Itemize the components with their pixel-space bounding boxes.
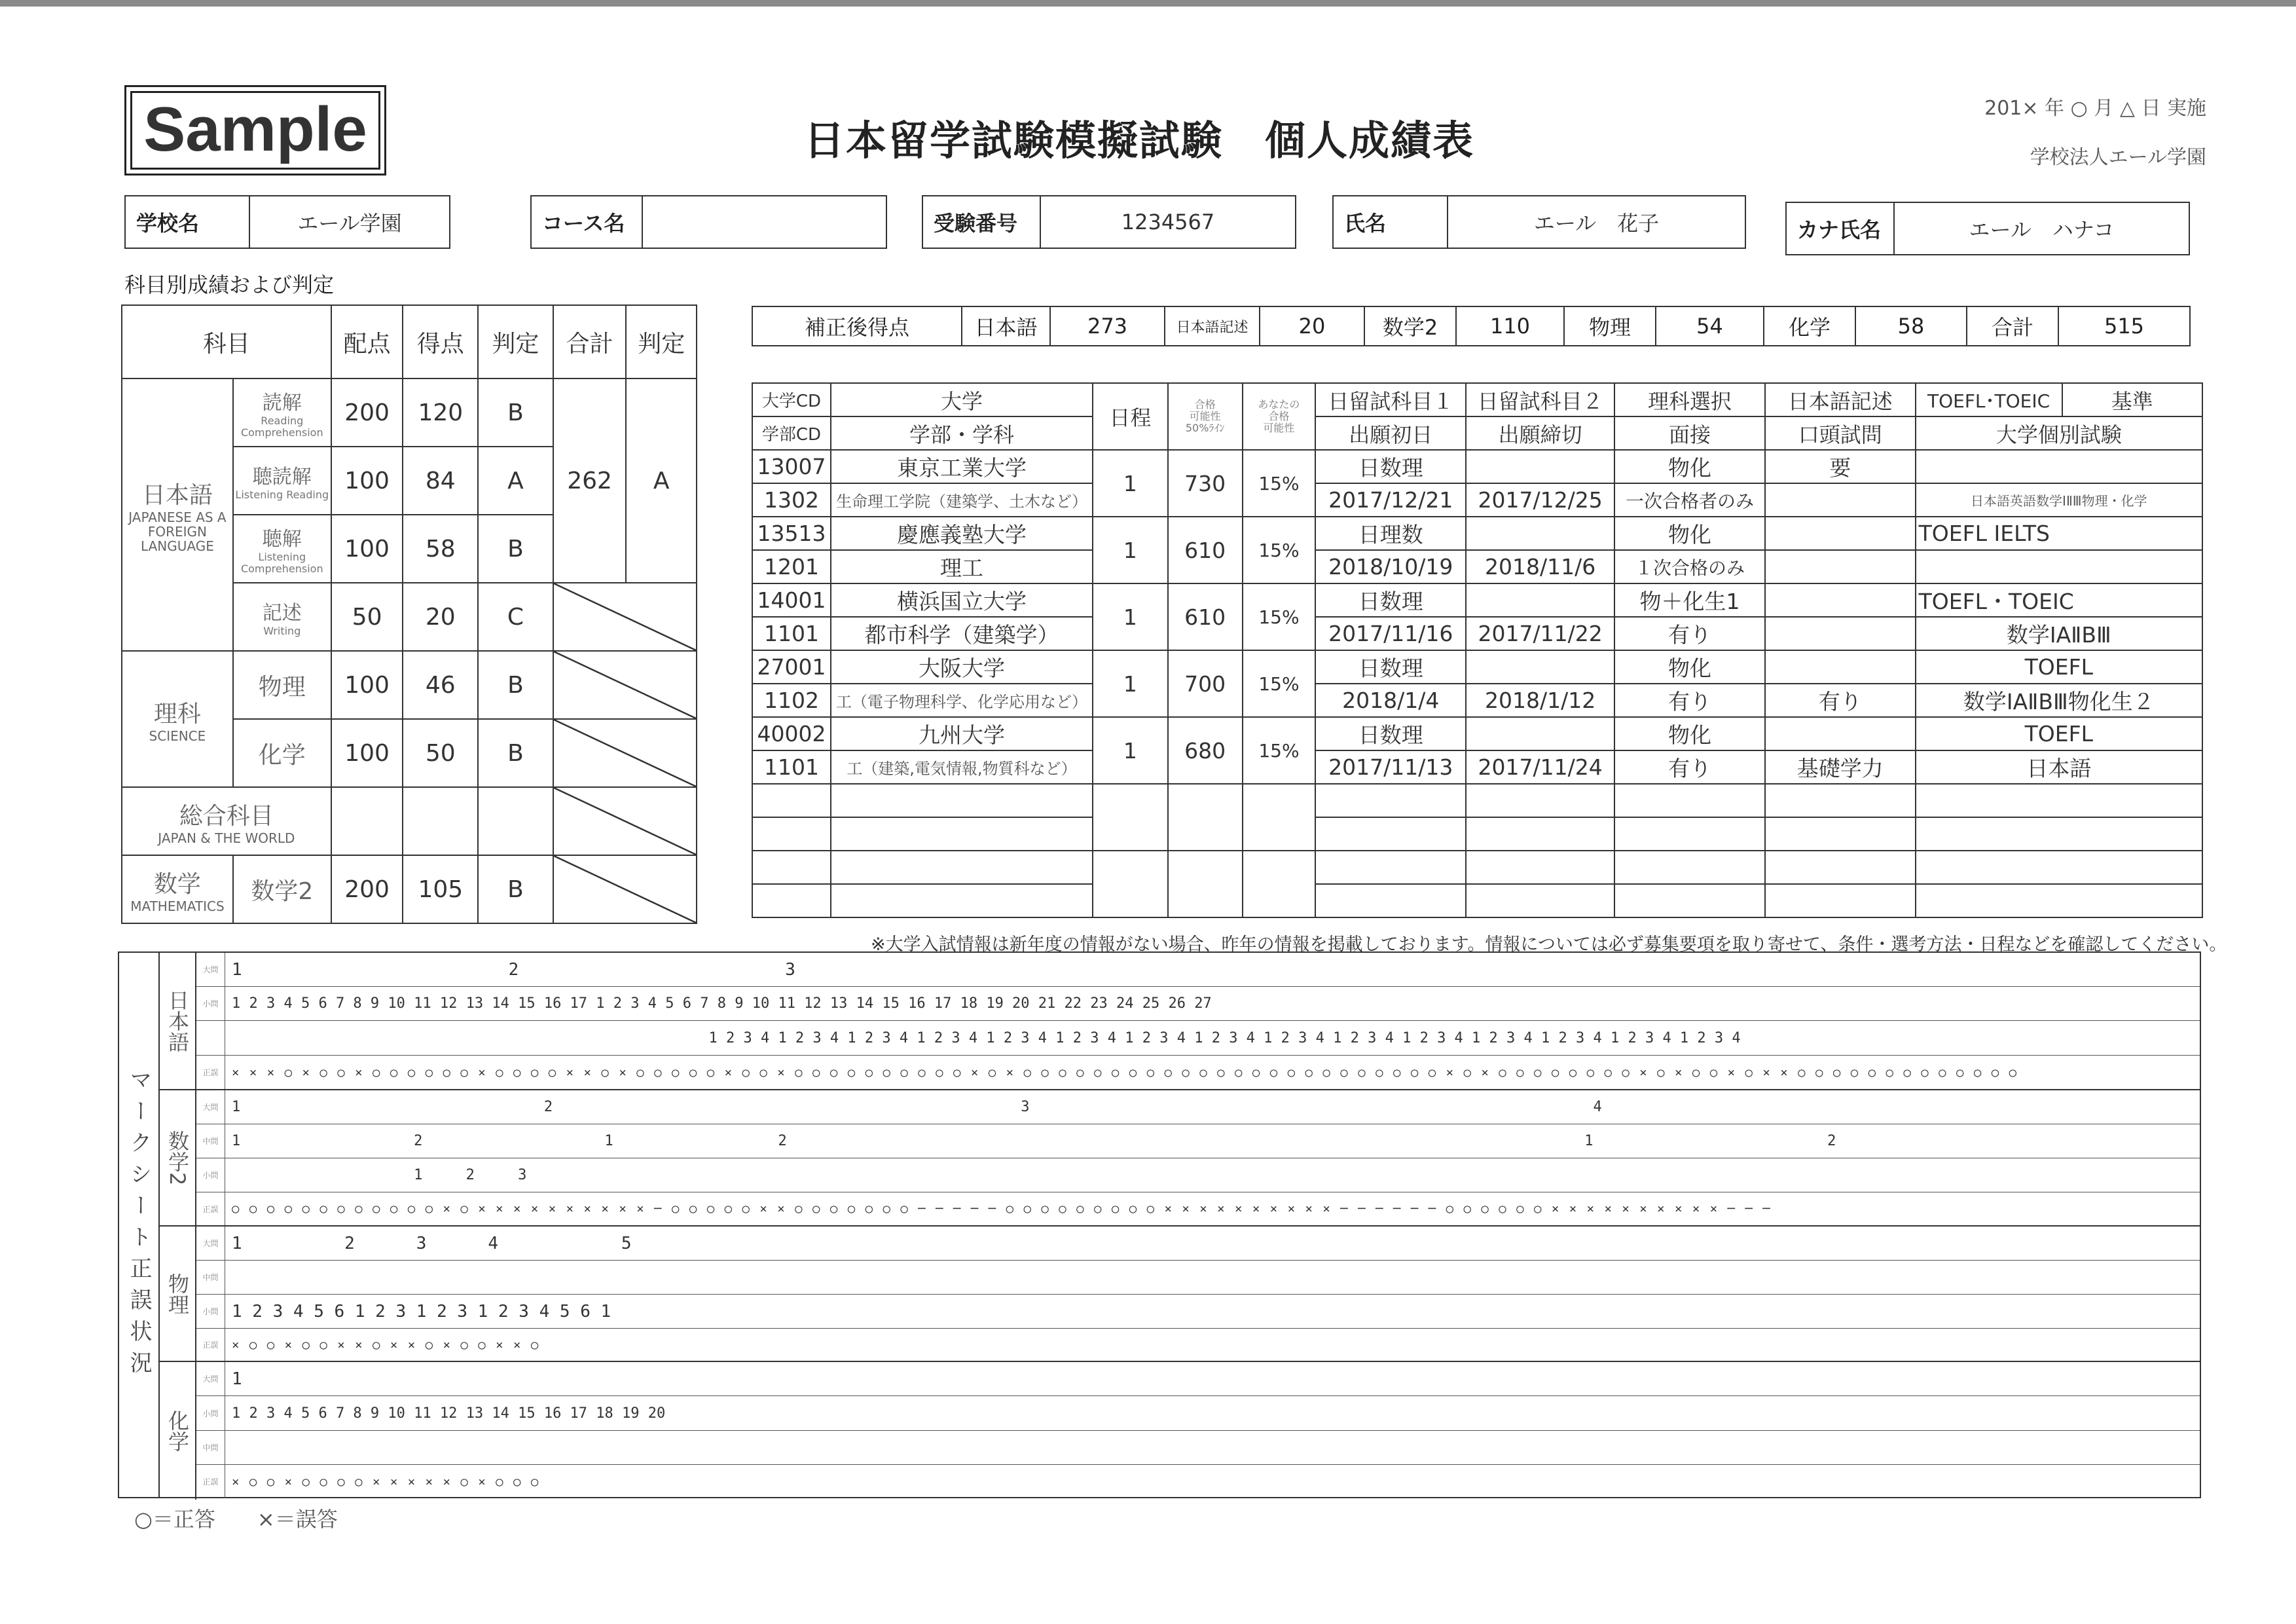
empty-cell (553, 855, 697, 923)
group-math: 数学2 (160, 1090, 196, 1227)
exam-date: 201× 年 ○ 月 △ 日 実施 (1984, 97, 2206, 120)
scan-top-edge (0, 0, 2296, 7)
organizer: 学校法人エール学園 (2030, 146, 2206, 169)
university-row: 13007 東京工業大学 1 730 15% 日数理 物化 要 (752, 450, 2202, 483)
mark-row: 大問 1 2 3 (196, 953, 2200, 987)
mark-row: 中問 (196, 1261, 2200, 1295)
mark-row: 正誤 × ○ ○ × ○ ○ ○ ○ × × × × × ○ × ○ ○ ○ (196, 1465, 2200, 1498)
mark-row: 大問 1 2 3 4 5 (196, 1227, 2200, 1261)
mark-sheet-side-label: マークシート正誤状況 (119, 953, 160, 1497)
mark-row: 小問 1 2 3 4 5 6 1 2 3 1 2 3 1 2 3 4 5 6 1 (196, 1295, 2200, 1329)
university-row: 27001 大阪大学 1 700 15% 日数理 物化 TOEFL (752, 650, 2202, 684)
sample-stamp: Sample (124, 85, 386, 175)
kana-name-field: カナ氏名 エール ハナコ (1785, 202, 2190, 255)
section-caption: 科目別成績および判定 (124, 272, 335, 297)
empty-cell (553, 651, 697, 719)
mark-row: 大問 1 2 3 4 (196, 1090, 2200, 1124)
mark-row: 正誤 ○ ○ ○ ○ ○ ○ ○ ○ ○ ○ ○ ○ × ○ × × × × × × × × × × ─ ○ ○ ○ ○ ○ × × ○ ○ ○ ○ ○ ○ ○ ─ ─ ─ ─ ─ ○ ○ ○ ○ ○ ○ ○ ○ ○ × × × × × × × × × × ─ ─ ─ ─ ─ ─ ○ ○ ○ ○ ○ ○ × × × × × × × × × × ─ ─ ─ (196, 1192, 2200, 1227)
university-table: 大学CD 大学 日程 合格 可能性 50%ﾗｲﾝ あなたの 合格 可能性 日留試科目１ 日留試科目２ 理科選択 日本語記述 TOEFL･TOEIC 基準 学部CD 学部・学科 出願初日 出願締切 面接 口頭試問 大学個別試験 13007 東京工業大学 1 730 15% 日数理 物化 要 1302 生命理工学院（建築学、土木など） 2017/12/21 2017/12/25 一次合格者のみ 日本語英語数学ⅠⅡⅢ物理・化学 13513 慶應義塾大学 1 610 15% 日理数 物化 TOEFL IELTS 1201 理工 2018/10/19 2018/11/6 １次合格のみ 14001 横浜国立大学 1 610 15% 日数理 物＋化生1 TOEFL・TOEIC 1101 都市科学（建築学） 2017/11/16 2017/11/22 有り 数学ⅠAⅡBⅢ 27001 大阪大学 1 700 15% 日数理 物化 TOEFL 1102 工（電子物理科学、化学応用など） 2018/1/4 2018/1/12 有り 有り 数学ⅠAⅡBⅢ物化生２ 40002 九州大学 1 680 15% 日数理 物化 TOEFL 1101 工（建築,電気情報,物質科など） 2017/11/13 2017/11/24 有り 基礎学力 日本語 (752, 382, 2203, 918)
mark-row: 中問 (196, 1431, 2200, 1465)
mark-sheet-panel (118, 951, 2201, 1498)
mark-row: 中問 1 2 1 2 1 2 (196, 1124, 2200, 1158)
mark-row: 小問 1 2 3 4 5 6 7 8 9 10 11 12 13 14 15 16 17 18 19 20 (196, 1396, 2200, 1431)
mark-row: 正誤 × ○ ○ × ○ ○ × × ○ × × ○ × ○ ○ × × ○ (196, 1329, 2200, 1362)
empty-cell (553, 787, 697, 855)
mark-row: 小問 1 2 3 4 5 6 7 8 9 10 11 12 13 14 15 16 17 1 2 3 4 5 6 7 8 9 10 11 12 13 14 15 16 17 18 19 20 21 22 23 24 25 26 27 (196, 987, 2200, 1021)
empty-cell (553, 719, 697, 787)
mark-row: 正誤 × × × ○ × ○ ○ × ○ ○ ○ ○ ○ ○ × ○ ○ ○ ○ × × ○ × ○ ○ ○ ○ ○ × ○ ○ × ○ ○ ○ ○ ○ ○ ○ ○ ○ ○ × ○ × ○ ○ ○ ○ ○ ○ ○ ○ ○ ○ ○ ○ ○ ○ ○ ○ ○ ○ ○ ○ ○ ○ ○ ○ × ○ × ○ ○ ○ ○ ○ ○ ○ ○ × ○ × ○ ○ × ○ × × ○ ○ ○ ○ ○ ○ ○ ○ ○ ○ ○ ○ ○ (196, 1056, 2200, 1090)
university-row: 14001 横浜国立大学 1 610 15% 日数理 物＋化生1 TOEFL・TOEIC (752, 583, 2202, 617)
page-title: 日本留学試験模擬試験 個人成績表 (803, 117, 1474, 164)
school-field: 学校名 エール学園 (124, 195, 450, 249)
math-group: 数学 MATHEMATICS (122, 855, 233, 923)
group-japanese: 日本語 (160, 953, 196, 1090)
mark-row: 小問 1 2 3 (196, 1158, 2200, 1192)
exam-number-field: 受験番号 1234567 (922, 195, 1296, 249)
university-row: 40002 九州大学 1 680 15% 日数理 物化 TOEFL (752, 717, 2202, 750)
mark-row: 大問 1 (196, 1362, 2200, 1396)
empty-cell (553, 583, 697, 651)
score-table: 科目 配点 得点 判定 合計 判定 日本語 JAPANESE AS A FOREIGN LANGUAGE 読解 Reading Comprehension 200 120 B 262 A 聴読解 Listening Reading 100 84 A 聴解 Listening Comprehension 100 58 B 記述 Writing 50 20 C 理科 SCIENCE 物理 100 46 B 化学 100 50 B 総合科目 JAPAN & THE WORLD 数学 MATHEMATICS 数学2 200 105 B (121, 304, 697, 924)
university-row: 13513 慶應義塾大学 1 610 15% 日理数 物化 TOEFL IELTS (752, 517, 2202, 550)
general-group: 総合科目 JAPAN & THE WORLD (122, 787, 331, 855)
disclaimer-note: ※大学入試情報は新年度の情報がない場合、昨年の情報を掲載しております。情報については必ず募集要項を取り寄せて、条件・選考方法・日程などを確認してください。 (871, 934, 2227, 955)
adjusted-score-bar: 補正後得点 日本語 273 日本語記述 20 数学2 110 物理 54 化学 58 合計 515 (752, 306, 2191, 346)
course-field: コース名 (530, 195, 887, 249)
legend: ○＝正答 ×＝誤答 (134, 1507, 338, 1532)
science-group: 理科 SCIENCE (122, 651, 233, 787)
group-physics: 物理 (160, 1227, 196, 1362)
name-field: 氏名 エール 花子 (1332, 195, 1746, 249)
japanese-group: 日本語 JAPANESE AS A FOREIGN LANGUAGE (122, 378, 233, 651)
group-chemistry: 化学 (160, 1362, 196, 1500)
mark-row: 1 2 3 4 1 2 3 4 1 2 3 4 1 2 3 4 1 2 3 4 1 2 3 4 1 2 3 4 1 2 3 4 1 2 3 4 1 2 3 4 1 2 3 4 1 2 3 4 1 2 3 4 1 2 3 4 1 2 3 4 (196, 1021, 2200, 1056)
